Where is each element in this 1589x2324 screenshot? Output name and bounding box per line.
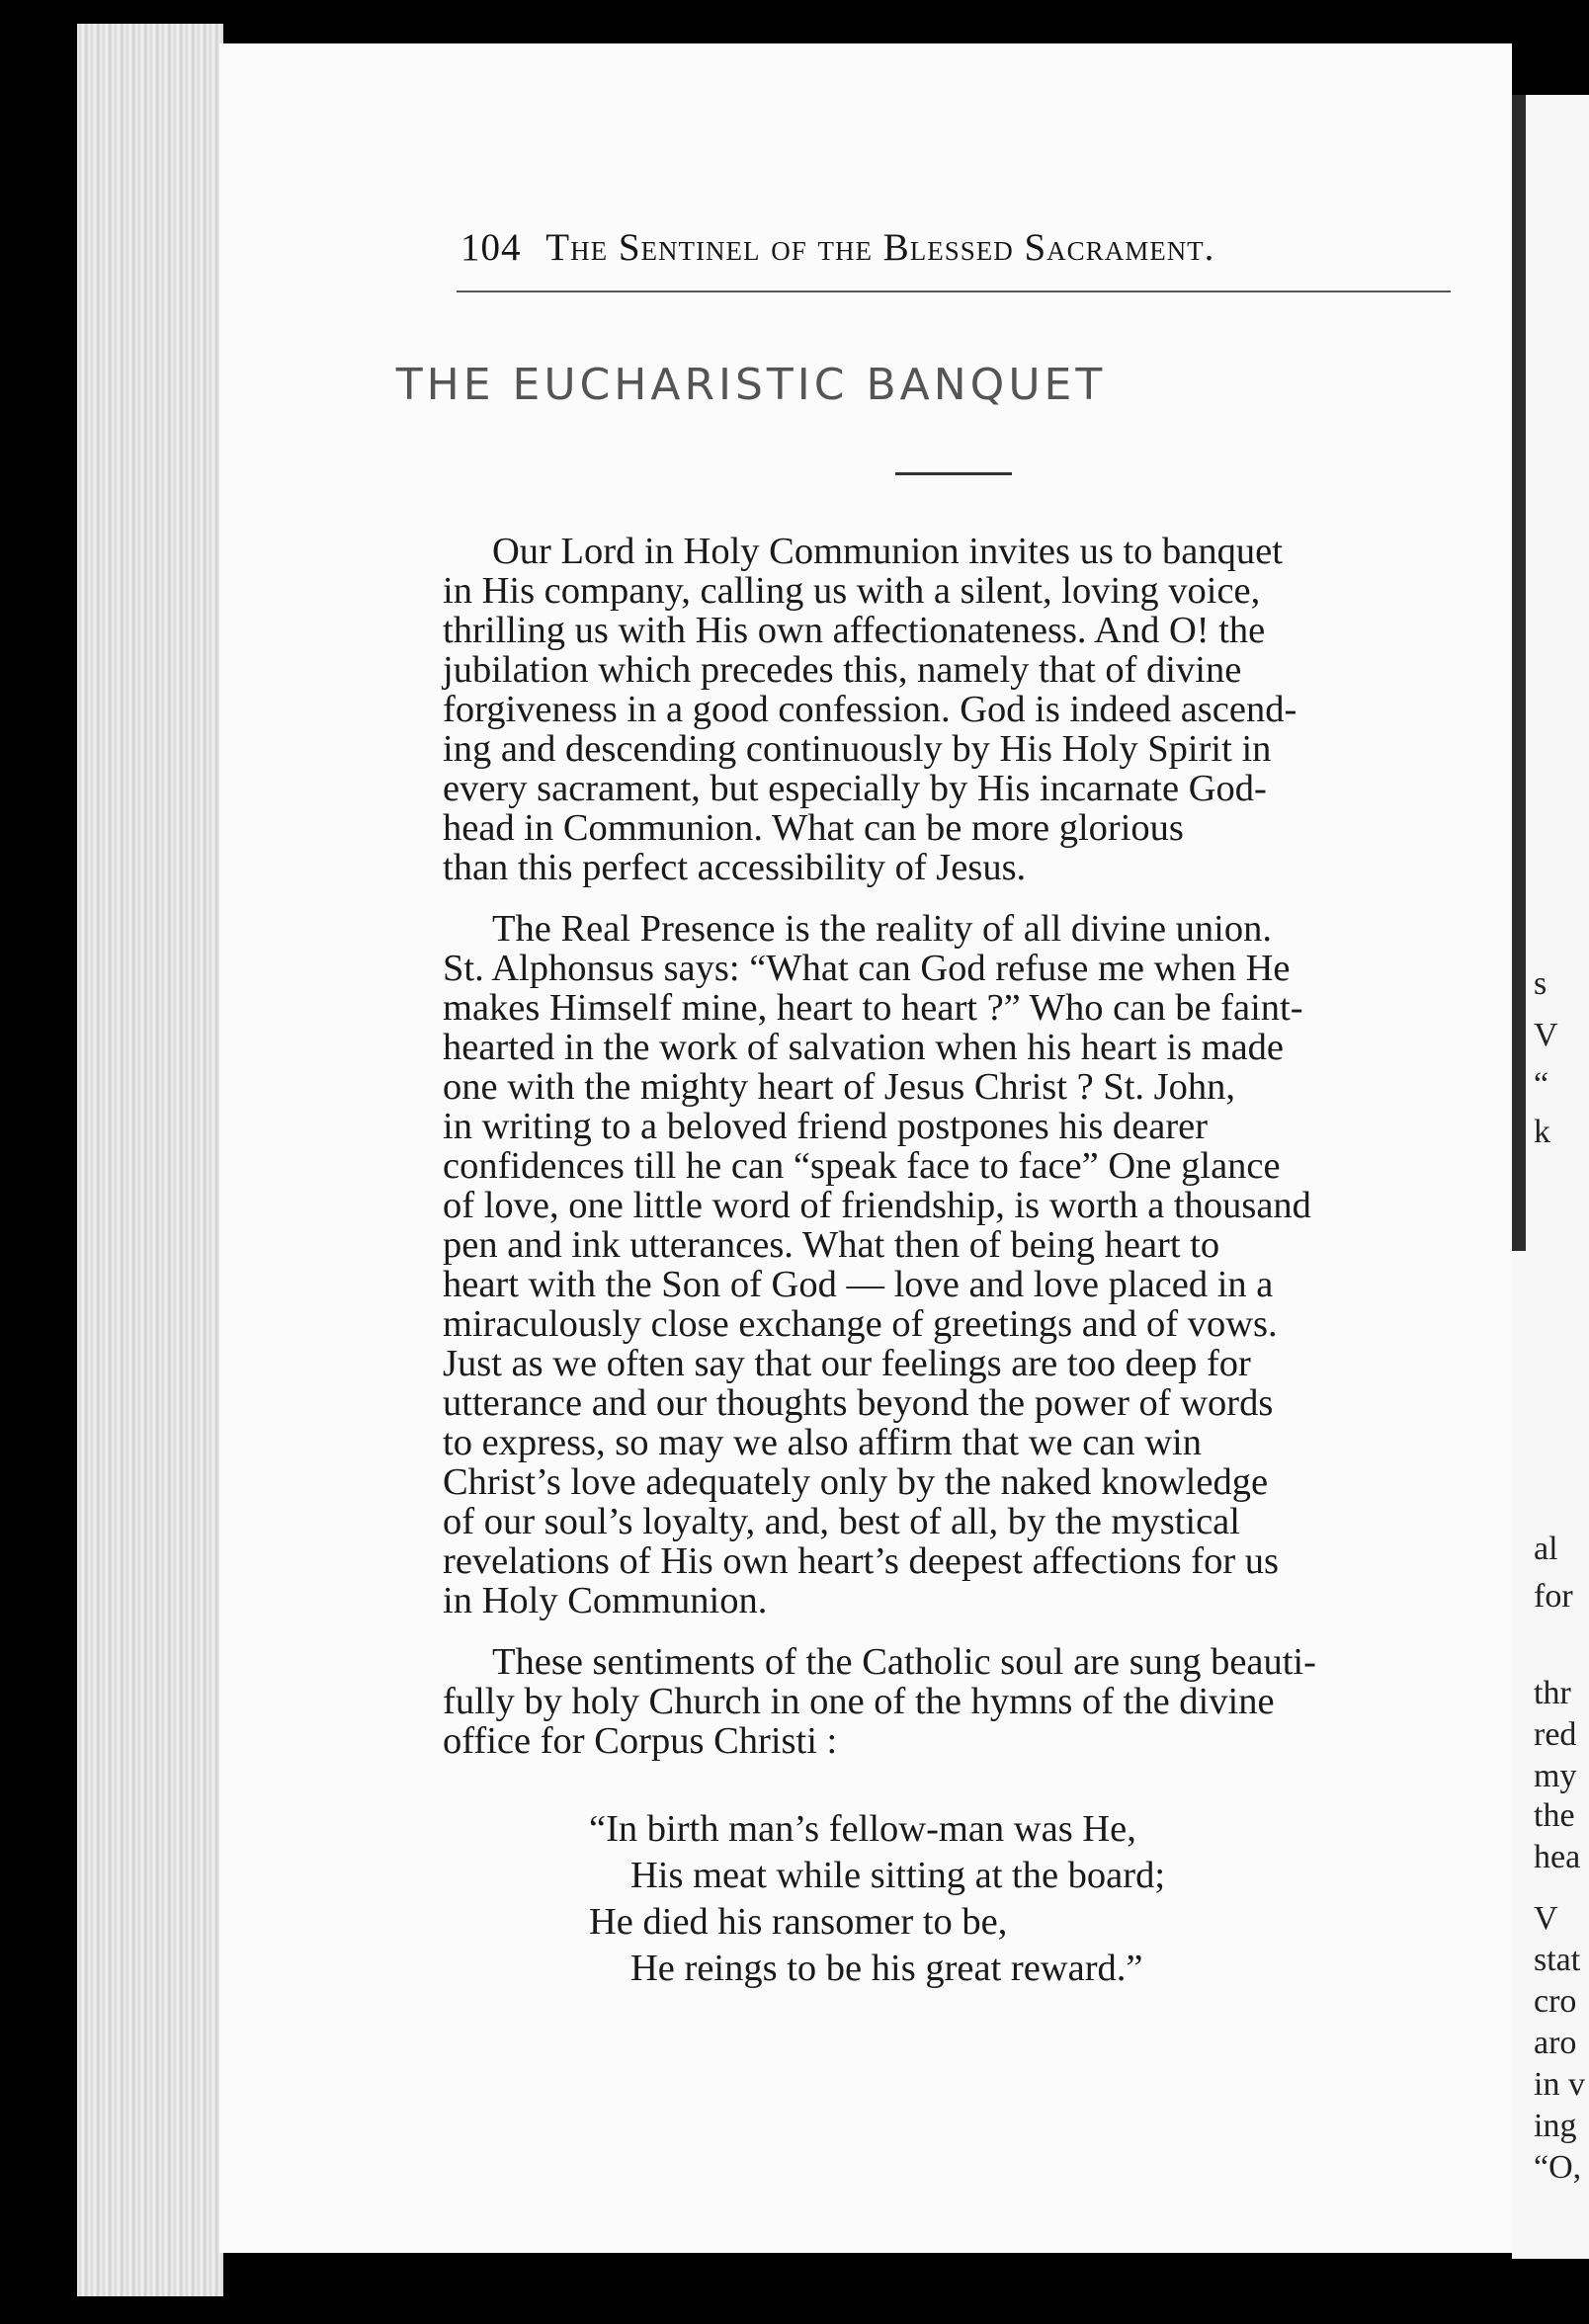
text-line: of love, one little word of friendship, is worth a thousand [443,1185,1311,1226]
text-line: in writing to a beloved friend postpones his dearer [443,1106,1209,1147]
text-line: than this perfect accessibility of Jesus. [443,847,1027,888]
adjacent-fragment: ing [1534,2108,1577,2144]
text-line: in Holy Communion. [443,1580,768,1621]
adjacent-fragment: al [1534,1531,1558,1567]
verse-line: “In birth man’s fellow-man was He, [589,1808,1136,1850]
adjacent-fragment: thr [1534,1675,1571,1711]
text-line: revelations of His own heart’s deepest affections for us [443,1540,1280,1582]
adjacent-fragment: “ [1534,1066,1549,1103]
text-line: in His company, calling us with a silent, loving voice, [443,570,1261,612]
verse-line: He reings to be his great reward.” [630,1948,1143,1989]
text-line: one with the mighty heart of Jesus Christ ? St. John, [443,1066,1236,1108]
text-line: to express, so may we also affirm that we can win [443,1422,1203,1463]
text-line: ing and descending continuously by His Holy Spirit in [443,728,1272,770]
adjacent-fragment: s [1534,965,1547,1002]
header-rule [457,290,1451,292]
text-line: thrilling us with His own affectionateness. And O! the [443,610,1266,651]
adjacent-fragment: aro [1534,2025,1577,2061]
running-header [460,225,1366,270]
adjacent-fragment: my [1534,1758,1577,1794]
text-line: fully by holy Church in one of the hymns of the divine [443,1681,1275,1722]
adjacent-fragment: k [1534,1114,1550,1150]
paragraph-1 [443,532,1431,887]
text-line: heart with the Son of God — love and love placed in a [443,1264,1274,1305]
paragraph-3 [443,1642,1431,1761]
text-line: jubilation which precedes this, namely that of divine [443,649,1242,691]
adjacent-fragment: “O, [1534,2149,1582,2186]
hymn-verse [589,1806,1340,1992]
adjacent-fragment: the [1534,1797,1575,1834]
text-line: every sacrament, but especially by His incarnate God- [443,768,1267,809]
adjacent-fragment: V [1534,1017,1558,1053]
page-number: 104 [460,226,522,269]
text-line: forgiveness in a good confession. God is indeed ascend- [443,689,1297,730]
adjacent-fragment: red [1534,1716,1577,1753]
text-line: These sentiments of the Catholic soul are sung beauti- [492,1641,1316,1683]
adjacent-fragment: cro [1534,1983,1577,2020]
text-line: office for Corpus Christi : [443,1720,838,1762]
text-line: utterance and our thoughts beyond the power of words [443,1382,1274,1424]
text-line: miraculously close exchange of greetings and of vows. [443,1303,1278,1345]
adjacent-fragment: V [1534,1900,1558,1937]
text-line: Christ’s love adequately only by the naked knowledge [443,1461,1269,1503]
verse-line: His meat while sitting at the board; [630,1855,1166,1896]
adjacent-fragment: in v [1534,2066,1585,2103]
paragraph-2 [443,909,1431,1620]
text-line: pen and ink utterances. What then of being heart to [443,1224,1220,1266]
text-line: St. Alphonsus says: “What can God refuse me when He [443,948,1291,989]
adjacent-fragment: hea [1534,1839,1581,1875]
adjacent-fragment: for [1534,1578,1573,1615]
adjacent-fragment: stat [1534,1942,1581,1978]
text-line: The Real Presence is the reality of all divine union. [492,908,1273,950]
verse-line: He died his ransomer to be, [589,1901,1008,1943]
text-line: makes Himself mine, heart to heart ?” Who can be faint- [443,987,1303,1029]
text-line: of our soul’s loyalty, and, best of all, by the mystical [443,1501,1240,1542]
adjacent-page-shadow [1512,95,1526,1251]
text-line: Just as we often say that our feelings are too deep for [443,1343,1251,1384]
text-line: confidences till he can “speak face to face” One glance [443,1145,1281,1187]
article-title: THE EUCHARISTIC BANQUET [395,360,1107,410]
article-body [443,532,1431,1783]
title-rule [895,472,1012,475]
text-line: Our Lord in Holy Communion invites us to banquet [492,531,1283,572]
text-line: hearted in the work of salvation when his heart is made [443,1027,1285,1068]
text-line: head in Communion. What can be more glorious [443,807,1184,849]
running-title: The Sentinel of the Blessed Sacrament. [545,226,1215,269]
